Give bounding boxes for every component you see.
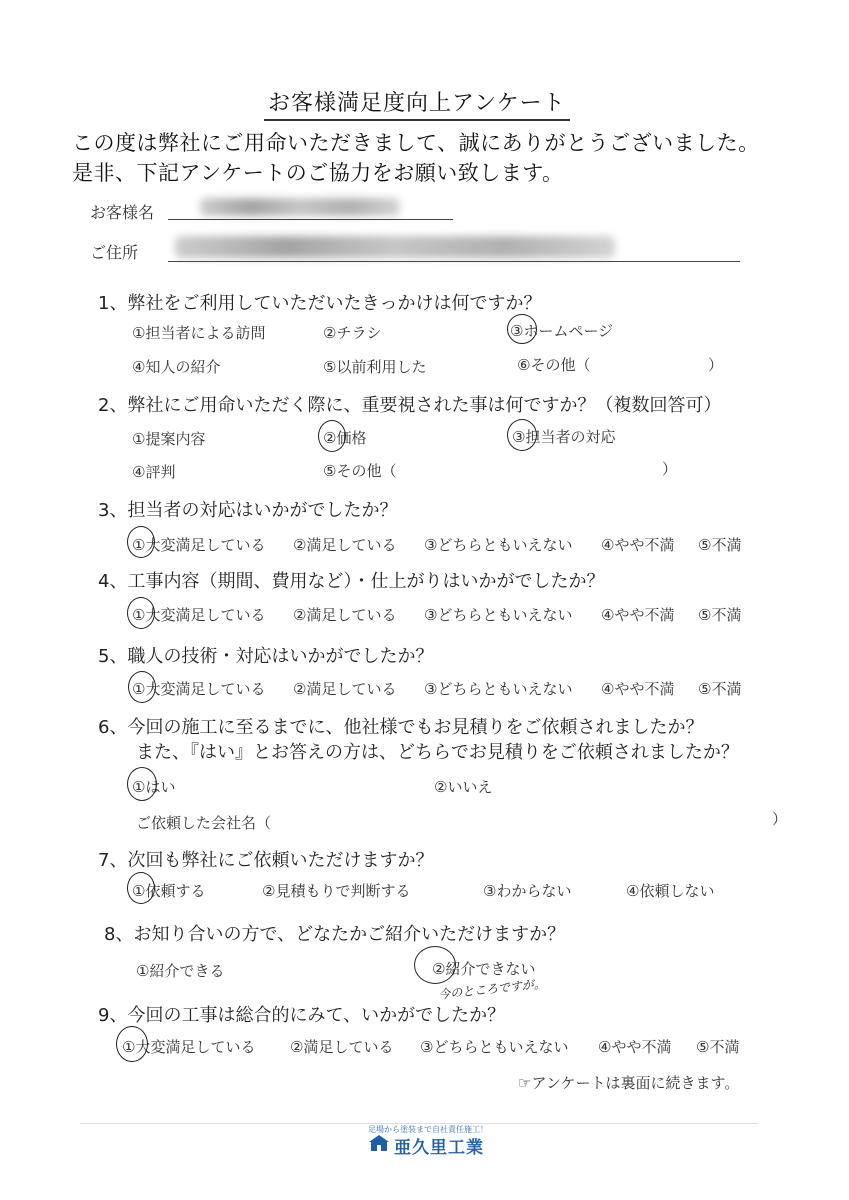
question-8: 8、お知り合いの方で、どなたかご紹介いただけますか？ bbox=[104, 924, 566, 945]
q9-option-3[interactable]: ③どちらともいえない bbox=[420, 1038, 569, 1056]
q1-option-6-close: ） bbox=[708, 356, 724, 374]
q6-option-1[interactable]: ①はい bbox=[132, 778, 176, 796]
footer-tagline: 足場から塗装まで自社責任施工！ bbox=[368, 1125, 488, 1134]
q1-option-6[interactable]: ⑥その他（ bbox=[517, 356, 591, 374]
q3-option-5[interactable]: ⑤不満 bbox=[698, 536, 742, 554]
q1-option-5[interactable]: ⑤以前利用した bbox=[323, 358, 427, 376]
question-3: 3、担当者の対応はいかがでしたか？ bbox=[98, 500, 398, 521]
q2-option-5-close: ） bbox=[662, 460, 678, 478]
q5-option-3[interactable]: ③どちらともいえない bbox=[424, 680, 573, 698]
selection-circle bbox=[128, 671, 156, 703]
footer-company-name: 亜久里工業 bbox=[394, 1138, 484, 1158]
q2-option-2[interactable]: ②価格 bbox=[323, 429, 367, 447]
q1-option-3[interactable]: ③ホームページ bbox=[510, 322, 614, 340]
question-7: 7、次回も弊社にご依頼いただけますか？ bbox=[98, 850, 434, 871]
redacted-name bbox=[200, 198, 400, 216]
q3-option-1[interactable]: ①大変満足している bbox=[132, 536, 266, 554]
q3-option-2[interactable]: ②満足している bbox=[293, 536, 397, 554]
q8-option-2[interactable]: ②紹介できない bbox=[432, 960, 536, 978]
selection-circle bbox=[127, 526, 155, 558]
question-5: 5、職人の技術・対応はいかがでしたか？ bbox=[98, 646, 434, 667]
selection-circle bbox=[116, 1026, 148, 1062]
selection-circle bbox=[414, 946, 456, 984]
q7-option-4[interactable]: ④依頼しない bbox=[626, 882, 715, 900]
selection-circle bbox=[127, 767, 157, 801]
q5-option-2[interactable]: ②満足している bbox=[293, 680, 397, 698]
q6-company-close: ） bbox=[772, 810, 788, 828]
selection-circle bbox=[318, 420, 346, 452]
q1-option-2[interactable]: ②チラシ bbox=[323, 324, 382, 342]
question-6: 6、今回の施工に至るまでに、他社様でもお見積りをご依頼されましたか？ bbox=[98, 717, 704, 738]
question-9: 9、今回の工事は総合的にみて、いかがでしたか？ bbox=[98, 1005, 506, 1026]
intro-line-1: この度は弊社にご用命いただきまして、誠にありがとうございました。 bbox=[72, 131, 760, 155]
q2-option-4[interactable]: ④評判 bbox=[132, 463, 176, 481]
q6-company-label: ご依頼した会社名（ bbox=[136, 814, 272, 832]
q9-option-2[interactable]: ②満足している bbox=[290, 1038, 394, 1056]
selection-circle bbox=[127, 597, 155, 629]
company-logo-icon bbox=[368, 1134, 390, 1152]
q4-option-1[interactable]: ①大変満足している bbox=[132, 606, 266, 624]
q4-option-2[interactable]: ②満足している bbox=[293, 606, 397, 624]
q7-option-2[interactable]: ②見積もりで判断する bbox=[262, 882, 411, 900]
selection-circle bbox=[507, 314, 537, 344]
q9-option-5[interactable]: ⑤不満 bbox=[696, 1038, 740, 1056]
redacted-address bbox=[175, 236, 615, 258]
q5-option-4[interactable]: ④やや不満 bbox=[601, 680, 675, 698]
continue-note: ☞アンケートは裏面に続きます。 bbox=[518, 1074, 740, 1092]
q5-option-1[interactable]: ①大変満足している bbox=[132, 680, 266, 698]
q3-option-3[interactable]: ③どちらともいえない bbox=[424, 536, 573, 554]
survey-title: お客様満足度向上アンケート bbox=[264, 86, 570, 121]
address-label: ご住所 bbox=[90, 243, 139, 262]
name-label: お客様名 bbox=[90, 203, 155, 222]
q8-option-1[interactable]: ①紹介できる bbox=[136, 962, 225, 980]
question-1: 1、弊社をご利用していただいたきっかけは何ですか？ bbox=[98, 293, 542, 314]
question-6-sub: また、『はい』とお答えの方は、どちらでお見積りをご依頼されましたか？ bbox=[136, 742, 739, 763]
question-2: 2、弊社にご用命いただく際に、重要視された事は何ですか？（複数回答可） bbox=[98, 395, 722, 416]
intro-line-2: 是非、下記アンケートのご協力をお願い致します。 bbox=[72, 161, 564, 185]
handwritten-note: 今のところですが。 bbox=[437, 976, 547, 1002]
q1-option-4[interactable]: ④知人の紹介 bbox=[132, 358, 221, 376]
q9-option-4[interactable]: ④やや不満 bbox=[598, 1038, 672, 1056]
name-line[interactable] bbox=[168, 219, 453, 220]
q6-option-2[interactable]: ②いいえ bbox=[434, 778, 493, 796]
q2-option-5[interactable]: ⑤その他（ bbox=[323, 462, 397, 480]
q7-option-1[interactable]: ①依頼する bbox=[132, 882, 206, 900]
q1-option-1[interactable]: ①担当者による訪問 bbox=[132, 324, 266, 342]
question-4: 4、工事内容（期間、費用など）・仕上がりはいかがでしたか？ bbox=[98, 571, 605, 592]
q3-option-4[interactable]: ④やや不満 bbox=[601, 536, 675, 554]
selection-circle bbox=[127, 872, 155, 904]
address-line[interactable] bbox=[168, 261, 740, 262]
q2-option-3[interactable]: ③担当者の対応 bbox=[512, 428, 616, 446]
q4-option-5[interactable]: ⑤不満 bbox=[698, 606, 742, 624]
q5-option-5[interactable]: ⑤不満 bbox=[698, 680, 742, 698]
q7-option-3[interactable]: ③わからない bbox=[483, 882, 572, 900]
q4-option-3[interactable]: ③どちらともいえない bbox=[424, 606, 573, 624]
selection-circle bbox=[507, 419, 537, 451]
q2-option-1[interactable]: ①提案内容 bbox=[132, 430, 206, 448]
q9-option-1[interactable]: ①大変満足している bbox=[122, 1038, 256, 1056]
q4-option-4[interactable]: ④やや不満 bbox=[601, 606, 675, 624]
